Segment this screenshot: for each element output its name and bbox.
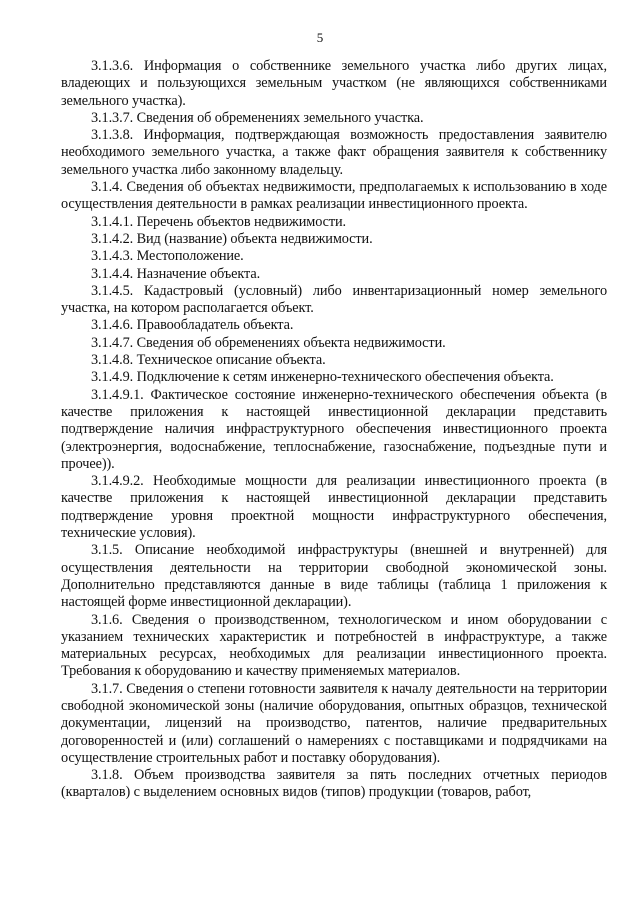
paragraph-3-1-3-7: 3.1.3.7. Сведения об обременениях земельного участка. [91,109,424,126]
paragraph-3-1-8: 3.1.8. Объем производства заявителя за пять последних отчетных периодов (кварталов) с выделением основных видов (типов) продукции (товаров, работ, [61,767,607,801]
paragraph-3-1-4-9-1: 3.1.4.9.1. Фактическое состояние инженерно-технического обеспечения объекта (в качестве приложения к настоящей инвестиционной декларации представить подтверждение наличия инфраструктурного обеспечения инвестиционного проекта (электроэнергия, водоснабжение, теплоснабжение, газоснабжение, подъездные пути и прочее)). [61,386,607,472]
paragraph-3-1-3-8: 3.1.3.8. Информация, подтверждающая возможность предоставления заявителю необходимого земельного участка, а также факт обращения заявителя к собственнику земельного участка либо законному владельцу. [61,127,607,178]
paragraph-3-1-4-9-2: 3.1.4.9.2. Необходимые мощности для реализации инвестиционного проекта (в качестве приложения к настоящей инвестиционной декларации представить подтверждение уровня проектной мощности инфраструктурного обеспечения, технические условия). [61,473,607,542]
paragraph-3-1-4-7: 3.1.4.7. Сведения об обременениях объекта недвижимости. [91,334,446,351]
page-number: 5 [316,30,324,45]
paragraph-3-1-4-9: 3.1.4.9. Подключение к сетям инженерно-технического обеспечения объекта. [91,369,554,386]
document-body [61,58,607,802]
paragraph-3-1-4-8: 3.1.4.8. Техническое описание объекта. [91,352,326,369]
paragraph-3-1-5: 3.1.5. Описание необходимой инфраструктуры (внешней и внутренней) для осуществления деятельности на территории свободной экономической зоны. Дополнительно представляются данные в виде таблицы (таблица 1 приложения к настоящей форме инвестиционной декларации). [61,542,607,611]
paragraph-3-1-3-6: 3.1.3.6. Информация о собственнике земельного участка либо других лицах, владеющих и пользующихся земельным участком (не являющихся собственниками земельного участка). [61,58,607,109]
paragraph-3-1-4-6: 3.1.4.6. Правообладатель объекта. [91,317,294,334]
paragraph-3-1-4-4: 3.1.4.4. Назначение объекта. [91,265,261,282]
paragraph-3-1-4-2: 3.1.4.2. Вид (название) объекта недвижимости. [91,230,373,247]
paragraph-3-1-6: 3.1.6. Сведения о производственном, технологическом и ином оборудовании с указанием технических характеристик и потребностей в инфраструктуре, а также материальных ресурсах, необходимых для реализации инвестиционного проекта. Требования к оборудованию и качеству применяемых материалов. [61,611,607,680]
paragraph-3-1-4: 3.1.4. Сведения об объектах недвижимости, предполагаемых к использованию в ходе осуществления деятельности в рамках реализации инвестиционного проекта. [61,179,607,213]
paragraph-3-1-7: 3.1.7. Сведения о степени готовности заявителя к началу деятельности на территории свободной экономической зоны (наличие оборудования, опытных образцов, технической документации, лицензий на производство, патентов, наличие предварительных договоренностей и (или) соглашений о намерениях с поставщиками и подрядчиками на осуществление строительных работ и поставку оборудования). [61,680,607,766]
paragraph-3-1-4-3: 3.1.4.3. Местоположение. [91,248,244,265]
paragraph-3-1-4-1: 3.1.4.1. Перечень объектов недвижимости. [91,213,347,230]
paragraph-3-1-4-5: 3.1.4.5. Кадастровый (условный) либо инвентаризационный номер земельного участка, на котором располагается объект. [61,282,607,317]
